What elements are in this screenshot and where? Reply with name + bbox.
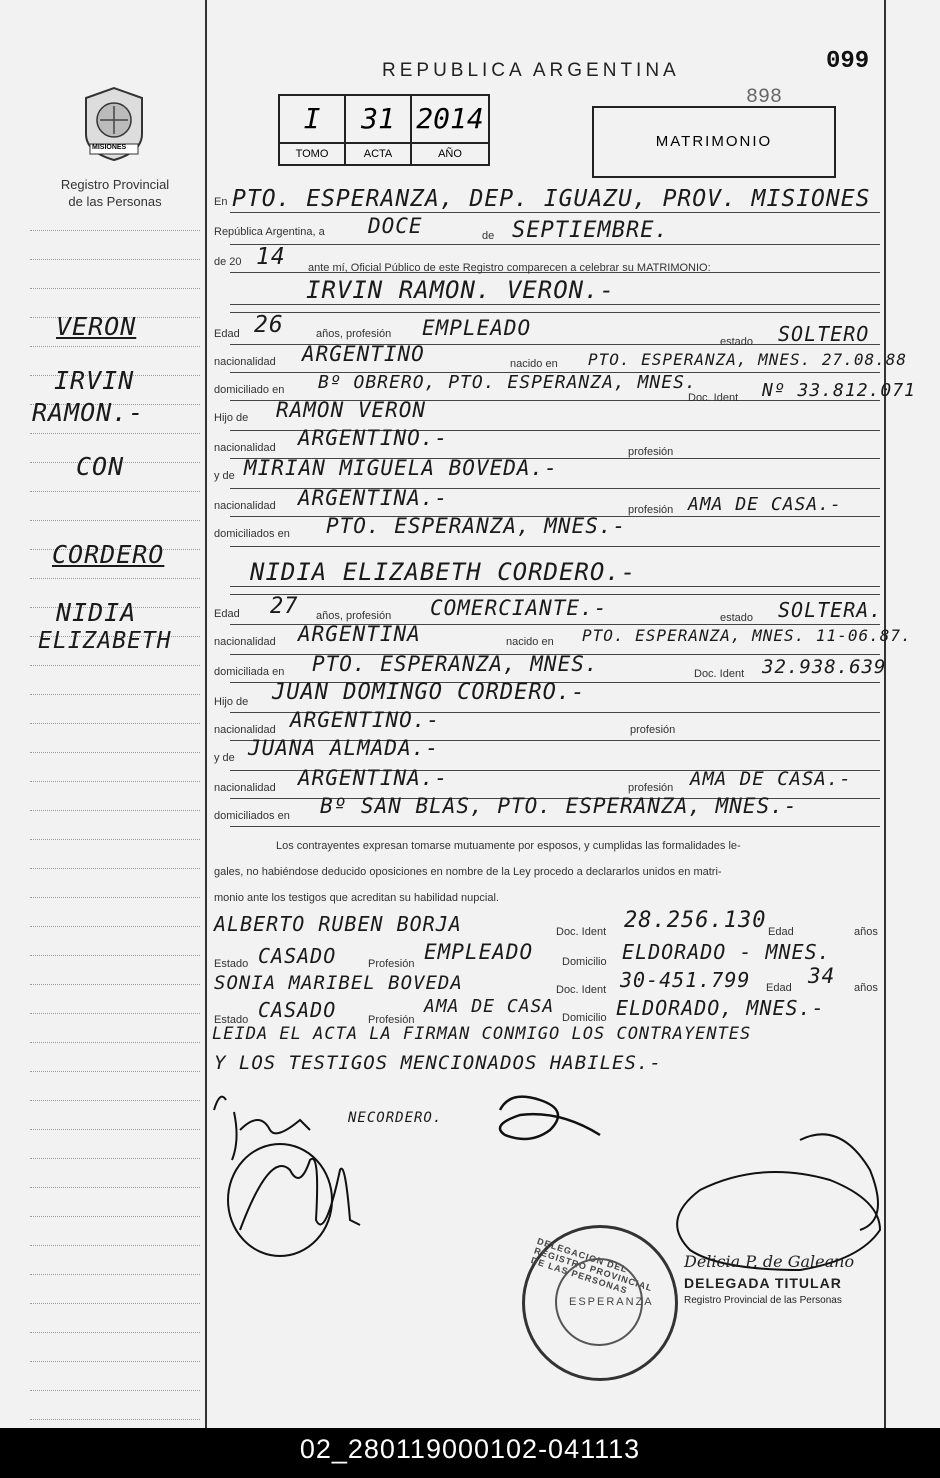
de-label: de — [482, 230, 495, 242]
groom-edad-label: Edad — [214, 328, 240, 340]
bride-mother: JUANA ALMADA.- — [248, 736, 440, 760]
margin-groom-name2: RAMON.- — [32, 398, 145, 427]
groom-profession: EMPLEADO — [422, 316, 532, 340]
witness1-profession: EMPLEADO — [424, 940, 534, 964]
witness1-doc-label: Doc. Ident — [556, 926, 607, 938]
witness2-address: ELDORADO, MNES.- — [616, 996, 825, 1020]
witness2-edad-label: Edad — [766, 982, 792, 994]
groom-mother-label: y de — [214, 470, 235, 482]
stamp-ring-text: DELEGACION DEL REGISTRO PROVINCIAL DE LAS PERSONAS — [529, 1236, 654, 1296]
groom-estado-label: estado — [720, 336, 754, 348]
groom-father-prof-label: profesión — [628, 446, 674, 458]
bride-doc: 32.938.639 — [762, 656, 887, 678]
bride-nacido-label: nacido en — [506, 636, 554, 648]
acta-value: 31 — [346, 96, 412, 142]
witness2-estado: CASADO — [258, 998, 337, 1022]
witness1-anos-label: años — [854, 926, 878, 938]
year-suffix: 14 — [256, 244, 286, 270]
witness1-estado-label: Estado — [214, 958, 249, 970]
republica-label: República Argentina, a — [214, 226, 325, 238]
groom-mother-prof-label: profesión — [628, 504, 674, 516]
groom-mother-nationality: ARGENTINA.- — [298, 486, 449, 510]
margin-con: CON — [76, 452, 125, 481]
groom-father-nationality: ARGENTINO.- — [298, 426, 449, 450]
witness2-prof-label: Profesión — [368, 1014, 415, 1026]
witness2-estado-label: Estado — [214, 1014, 249, 1026]
witness2-doc-label: Doc. Ident — [556, 984, 607, 996]
folio-number: 099 — [826, 48, 870, 75]
bride-dom-label: domiciliada en — [214, 666, 285, 678]
groom-full-name: IRVIN RAMON. VERON.- — [306, 276, 615, 304]
margin-bride-name1: NIDIA — [56, 598, 137, 627]
secondary-number: 898 — [746, 86, 783, 109]
bride-parents-address: Bº SAN BLAS, PTO. ESPERANZA, MNES.- — [320, 794, 798, 818]
groom-mother-profession: AMA DE CASA.- — [688, 494, 842, 515]
margin-bride-surname: CORDERO — [52, 540, 165, 569]
groom-age: 26 — [254, 312, 284, 338]
witness1-dom-label: Domicilio — [562, 956, 607, 968]
day-value: DOCE — [368, 214, 423, 238]
groom-mother: MIRIAN MIGUELA BOVEDA.- — [244, 456, 558, 480]
groom-father-nac-label: nacionalidad — [214, 442, 276, 454]
groom-nac-label: nacionalidad — [214, 356, 276, 368]
margin-bride-name2: ELIZABETH — [38, 628, 172, 654]
bride-address: PTO. ESPERANZA, MNES. — [312, 652, 599, 676]
closing-line1: LEIDA EL ACTA LA FIRMAN CONMIGO LOS CONTRAYENTES — [212, 1024, 752, 1044]
seal-label: MISIONES — [92, 144, 127, 151]
bride-father: JUAN DOMINGO CORDERO.- — [272, 680, 586, 705]
bride-mother-profession: AMA DE CASA.- — [690, 768, 852, 790]
groom-doc: Nº 33.812.071 — [762, 380, 916, 401]
en-label: En — [214, 196, 228, 208]
groom-profesion-label: años, profesión — [316, 328, 392, 340]
page-title: REPUBLICA ARGENTINA — [382, 60, 680, 81]
groom-mother-nac-label: nacionalidad — [214, 500, 276, 512]
bride-nationality: ARGENTINA — [298, 622, 421, 646]
groom-hijo-label: Hijo de — [214, 412, 249, 424]
bride-mother-label: y de — [214, 752, 235, 764]
bride-father-nac-label: nacionalidad — [214, 724, 276, 736]
official-stamp — [522, 1225, 678, 1381]
margin-groom-surname: VERON — [56, 312, 137, 341]
groom-dom-label: domiciliado en — [214, 384, 285, 396]
year-label: AÑO — [412, 142, 488, 164]
tomo-value: I — [280, 96, 346, 142]
groom-address: Bº OBRERO, PTO. ESPERANZA, MNES. — [318, 372, 697, 393]
groom-nationality: ARGENTINO — [302, 342, 425, 366]
bride-hijo-label: Hijo de — [214, 696, 249, 708]
witness1-address: ELDORADO - MNES. — [622, 940, 831, 964]
groom-parents-address: PTO. ESPERANZA, MNES.- — [326, 514, 627, 538]
witness1-prof-label: Profesión — [368, 958, 415, 970]
bride-edad-label: Edad — [214, 608, 240, 620]
bride-doc-label: Doc. Ident — [694, 668, 745, 680]
witness1-doc: 28.256.130 — [624, 908, 767, 933]
bride-estado: SOLTERA. — [778, 598, 883, 622]
margin-groom-name1: IRVIN — [54, 366, 135, 395]
footer-code: 02_280119000102-041113 — [0, 1428, 940, 1478]
witness2-name: SONIA MARIBEL BOVEDA — [214, 972, 463, 994]
month-value: SEPTIEMBRE. — [512, 218, 669, 243]
official-title: DELEGADA TITULAR — [684, 1275, 842, 1291]
groom-nacido-label: nacido en — [510, 358, 558, 370]
groom-parents-dom-label: domiciliados en — [214, 528, 290, 540]
declaration-line3: monio ante los testigos que acreditan su habilidad nupcial. — [214, 892, 499, 904]
groom-doc-label: Doc. Ident — [688, 392, 739, 404]
year-value: 2014 — [416, 102, 484, 135]
witness2-doc: 30-451.799 — [620, 968, 751, 992]
registry-label-line1: Registro Provincial — [60, 177, 170, 192]
witness2-age: 34 — [808, 964, 836, 988]
declaration-line2: gales, no habiéndose deducido oposiciones en nombre de la Ley procedo a declararlos unidos en matri- — [214, 866, 722, 878]
place-value: PTO. ESPERANZA, DEP. IGUAZU, PROV. MISIONES — [232, 186, 871, 212]
witness1-name: ALBERTO RUBEN BORJA — [214, 912, 462, 936]
bride-father-nationality: ARGENTINO.- — [290, 708, 441, 732]
bride-father-prof-label: profesión — [630, 724, 676, 736]
official-signature-block — [684, 1252, 854, 1306]
stamp-center-text: ESPERANZA — [569, 1296, 654, 1308]
bride-full-name: NIDIA ELIZABETH CORDERO.- — [250, 558, 637, 586]
bride-mother-nac-label: nacionalidad — [214, 782, 276, 794]
bride-mother-nationality: ARGENTINA.- — [298, 766, 449, 790]
bride-parents-dom-label: domiciliados en — [214, 810, 290, 822]
bride-profesion-label: años, profesión — [316, 610, 392, 622]
registry-label-line2: de las Personas — [68, 194, 162, 209]
official-org: Registro Provincial de las Personas — [684, 1295, 842, 1306]
year-prefix: de 20 — [214, 256, 242, 268]
declaration-line1: Los contrayentes expresan tomarse mutuamente por esposos, y cumplidas las formalidades le- — [276, 840, 741, 852]
bride-profession: COMERCIANTE.- — [430, 596, 608, 620]
bride-age: 27 — [270, 594, 299, 619]
bride-birthplace: PTO. ESPERANZA, MNES. 11-06.87. — [582, 626, 912, 645]
witness1-estado: CASADO — [258, 944, 337, 968]
bride-signature-text: NECORDERO. — [348, 1110, 443, 1126]
official-name: Delicia P. de Galeano — [684, 1252, 855, 1271]
witness2-anos-label: años — [854, 982, 878, 994]
record-type-box: MATRIMONIO — [592, 106, 836, 178]
comparecen-text: ante mí, Oficial Público de este Registro comparecen a celebrar su MATRIMONIO: — [308, 262, 711, 274]
closing-line2: Y LOS TESTIGOS MENCIONADOS HABILES.- — [214, 1052, 662, 1074]
tomo-label: TOMO — [280, 142, 346, 164]
bride-mother-prof-label: profesión — [628, 782, 674, 794]
witness2-profession: AMA DE CASA — [424, 996, 555, 1017]
bride-nac-label: nacionalidad — [214, 636, 276, 648]
groom-birthplace: PTO. ESPERANZA, MNES. 27.08.88 — [588, 350, 907, 369]
witness1-edad-label: Edad — [768, 926, 794, 938]
witness2-dom-label: Domicilio — [562, 1012, 607, 1024]
groom-estado: SOLTERO — [778, 322, 870, 346]
acta-label: ACTA — [346, 142, 412, 164]
bride-estado-label: estado — [720, 612, 754, 624]
groom-father: RAMON VERON — [276, 398, 427, 422]
